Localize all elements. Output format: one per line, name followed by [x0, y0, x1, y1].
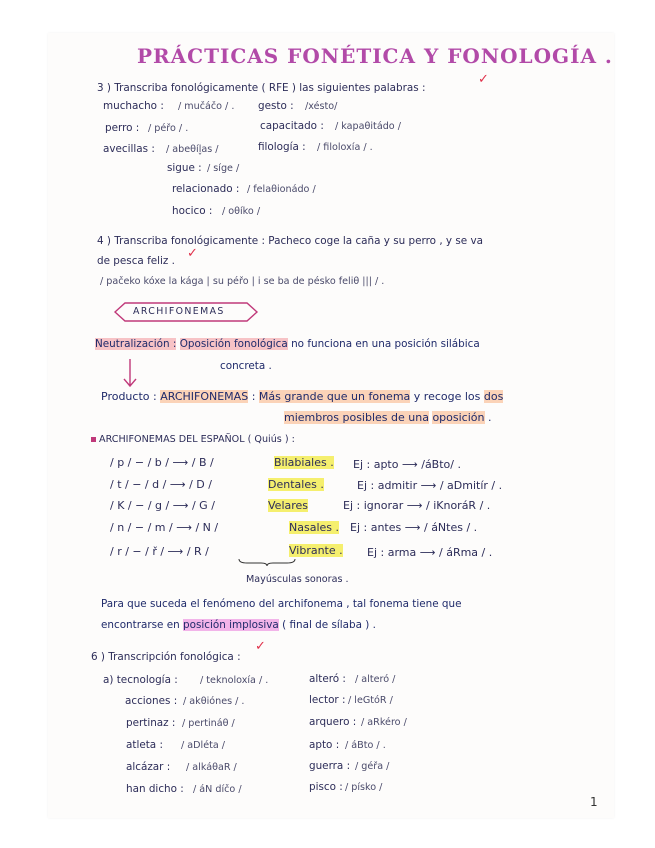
- ex3-phon: /xésto/: [305, 101, 338, 112]
- archi-type: Nasales .: [289, 521, 339, 534]
- ex3-phon: / felaθionádo /: [247, 184, 316, 195]
- archi-example: Ej : ignorar ⟶ / iKnoráR / .: [343, 499, 491, 512]
- down-arrow-icon: [122, 358, 138, 388]
- paragraph-post: ( final de sílaba ) .: [282, 619, 376, 631]
- archifonemas-banner: [113, 301, 259, 323]
- ex3-phon: / mučáčo / .: [178, 101, 235, 112]
- ex4-line1: 4 ) Transcriba fonológicamente : Pacheco coge la caña y su perro , y se va: [97, 235, 484, 247]
- archi-example: Ej : antes ⟶ / áNtes / .: [350, 521, 478, 534]
- ex6-phon: / áN díčo /: [193, 784, 242, 795]
- neutralizacion-line: [95, 338, 480, 350]
- ex6-phon: / alteró /: [355, 674, 396, 685]
- archifonemas-banner-label: ARCHIFONEMAS: [133, 306, 225, 317]
- producto-colon: :: [251, 390, 256, 403]
- archi-type: Vibrante .: [289, 544, 343, 557]
- paragraph-highlight: posición implosiva: [183, 619, 279, 631]
- producto-rest: y recoge los: [413, 390, 481, 403]
- producto-label: Producto :: [101, 390, 157, 403]
- ex3-phon: / síge /: [207, 163, 240, 174]
- archi-example: Ej : apto ⟶ /áBto/ .: [353, 458, 461, 471]
- archi-type: Dentales .: [268, 478, 324, 491]
- producto-highlight-4: miembros posibles de una: [284, 411, 429, 424]
- producto-highlight-2: Más grande que un fonema: [258, 390, 411, 403]
- archi-pair: / p / − / b / ⟶ / B /: [110, 456, 214, 469]
- ex3-heading: 3 ) Transcriba fonológicamente ( RFE ) las siguientes palabras :: [97, 82, 426, 94]
- ex3-phon: / kapaθitádo /: [335, 121, 401, 132]
- ex6-word: lector :: [309, 694, 346, 706]
- ex3-word: avecillas :: [103, 143, 155, 155]
- producto-highlight-5: oposición: [432, 411, 485, 424]
- bullet-icon: [91, 437, 96, 442]
- archi-heading-text: ARCHIFONEMAS DEL ESPAÑOL ( Quiús ) :: [99, 434, 295, 445]
- ex3-phon: / oθíko /: [222, 206, 261, 217]
- producto-line2: [284, 411, 492, 424]
- ex3-word: filología :: [258, 141, 306, 153]
- ex6-word: alteró :: [309, 673, 346, 685]
- checkmark-icon: ✓: [478, 72, 489, 87]
- ex3-word: gesto :: [258, 100, 294, 112]
- ex6-phon: / akθiónes / .: [183, 696, 245, 707]
- ex6-phon: / áBto / .: [345, 740, 386, 751]
- archi-pair: / r / − / ř / ⟶ / R /: [110, 545, 209, 558]
- ex6-phon: / písko /: [345, 782, 383, 793]
- paragraph-line1: Para que suceda el fenómeno del archifonema , tal fonema tiene que: [101, 598, 462, 610]
- ex4-line2: de pesca feliz .: [97, 255, 175, 267]
- archi-pair: / n / − / m / ⟶ / N /: [110, 521, 219, 534]
- neutralizacion-rest: no funciona en una posición silábica: [291, 338, 480, 350]
- ex3-word: hocico :: [172, 205, 213, 217]
- ex3-phon: / filoloxía / .: [317, 142, 373, 153]
- ex3-word: capacitado :: [260, 120, 324, 132]
- ex6-word: arquero :: [309, 716, 357, 728]
- ex6-phon: / teknoloxía / .: [200, 675, 269, 686]
- ex6-word: pertinaz :: [126, 717, 176, 729]
- ex3-word: sigue :: [167, 162, 202, 174]
- paragraph-line2: [101, 619, 376, 631]
- archi-example: Ej : admitir ⟶ / aDmitír / .: [357, 479, 503, 492]
- ex6-word: a) tecnología :: [103, 674, 178, 686]
- producto-line1: [101, 390, 503, 403]
- page-title: PRÁCTICAS FONÉTICA Y FONOLOGÍA .: [137, 44, 613, 68]
- checkmark-icon: ✓: [187, 246, 198, 261]
- ex6-phon: / aDléta /: [181, 740, 226, 751]
- ex3-word: muchacho :: [103, 100, 164, 112]
- producto-highlight-3: dos: [483, 390, 504, 403]
- archi-type: Velares: [268, 499, 309, 512]
- ex6-phon: / pertináθ /: [182, 718, 235, 729]
- ex3-phon: / péřo / .: [148, 123, 189, 134]
- ex6-word: apto :: [309, 739, 340, 751]
- checkmark-icon: ✓: [255, 639, 266, 654]
- archi-type: Bilabiales .: [274, 456, 334, 469]
- ex6-word: alcázar :: [126, 761, 171, 773]
- brace-icon: [237, 557, 297, 567]
- ex6-phon: / aRkéro /: [361, 717, 407, 728]
- neutralizacion-line2: concreta .: [220, 360, 272, 372]
- ex6-phon: / alkáθaR /: [186, 762, 237, 773]
- ex6-word: pisco :: [309, 781, 343, 793]
- ex6-word: acciones :: [125, 695, 178, 707]
- ex3-word: perro :: [105, 122, 140, 134]
- mayusculas-note: Mayúsculas sonoras .: [246, 574, 349, 585]
- ex6-phon: / géřa /: [355, 761, 390, 772]
- ex3-word: relacionado :: [172, 183, 240, 195]
- archi-example: Ej : arma ⟶ / áRma / .: [367, 546, 493, 559]
- ex4-answer: / pačeko kóxe la kága | su péřo | i se ba de pésko feliθ ||| / .: [100, 276, 385, 287]
- producto-end: .: [488, 411, 492, 424]
- ex6-heading: 6 ) Transcripción fonológica :: [91, 651, 241, 663]
- neutralizacion-label: Neutralización :: [95, 338, 177, 350]
- archi-pair: / K / − / g / ⟶ / G /: [110, 499, 215, 512]
- neutralizacion-highlight: Oposición fonológica: [179, 338, 288, 350]
- ex6-word: han dicho :: [126, 783, 184, 795]
- ex6-phon: / leGtóR /: [348, 695, 393, 706]
- archi-pair: / t / − / d / ⟶ / D /: [110, 478, 212, 491]
- paragraph-pre: encontrarse en: [101, 619, 180, 631]
- archi-heading: [91, 434, 295, 445]
- producto-highlight: ARCHIFONEMAS: [160, 390, 249, 403]
- ex3-phon: / abeθíl̬as /: [166, 144, 219, 155]
- page-number: 1: [590, 795, 598, 809]
- ex6-word: atleta :: [126, 739, 163, 751]
- ex6-word: guerra :: [309, 760, 351, 772]
